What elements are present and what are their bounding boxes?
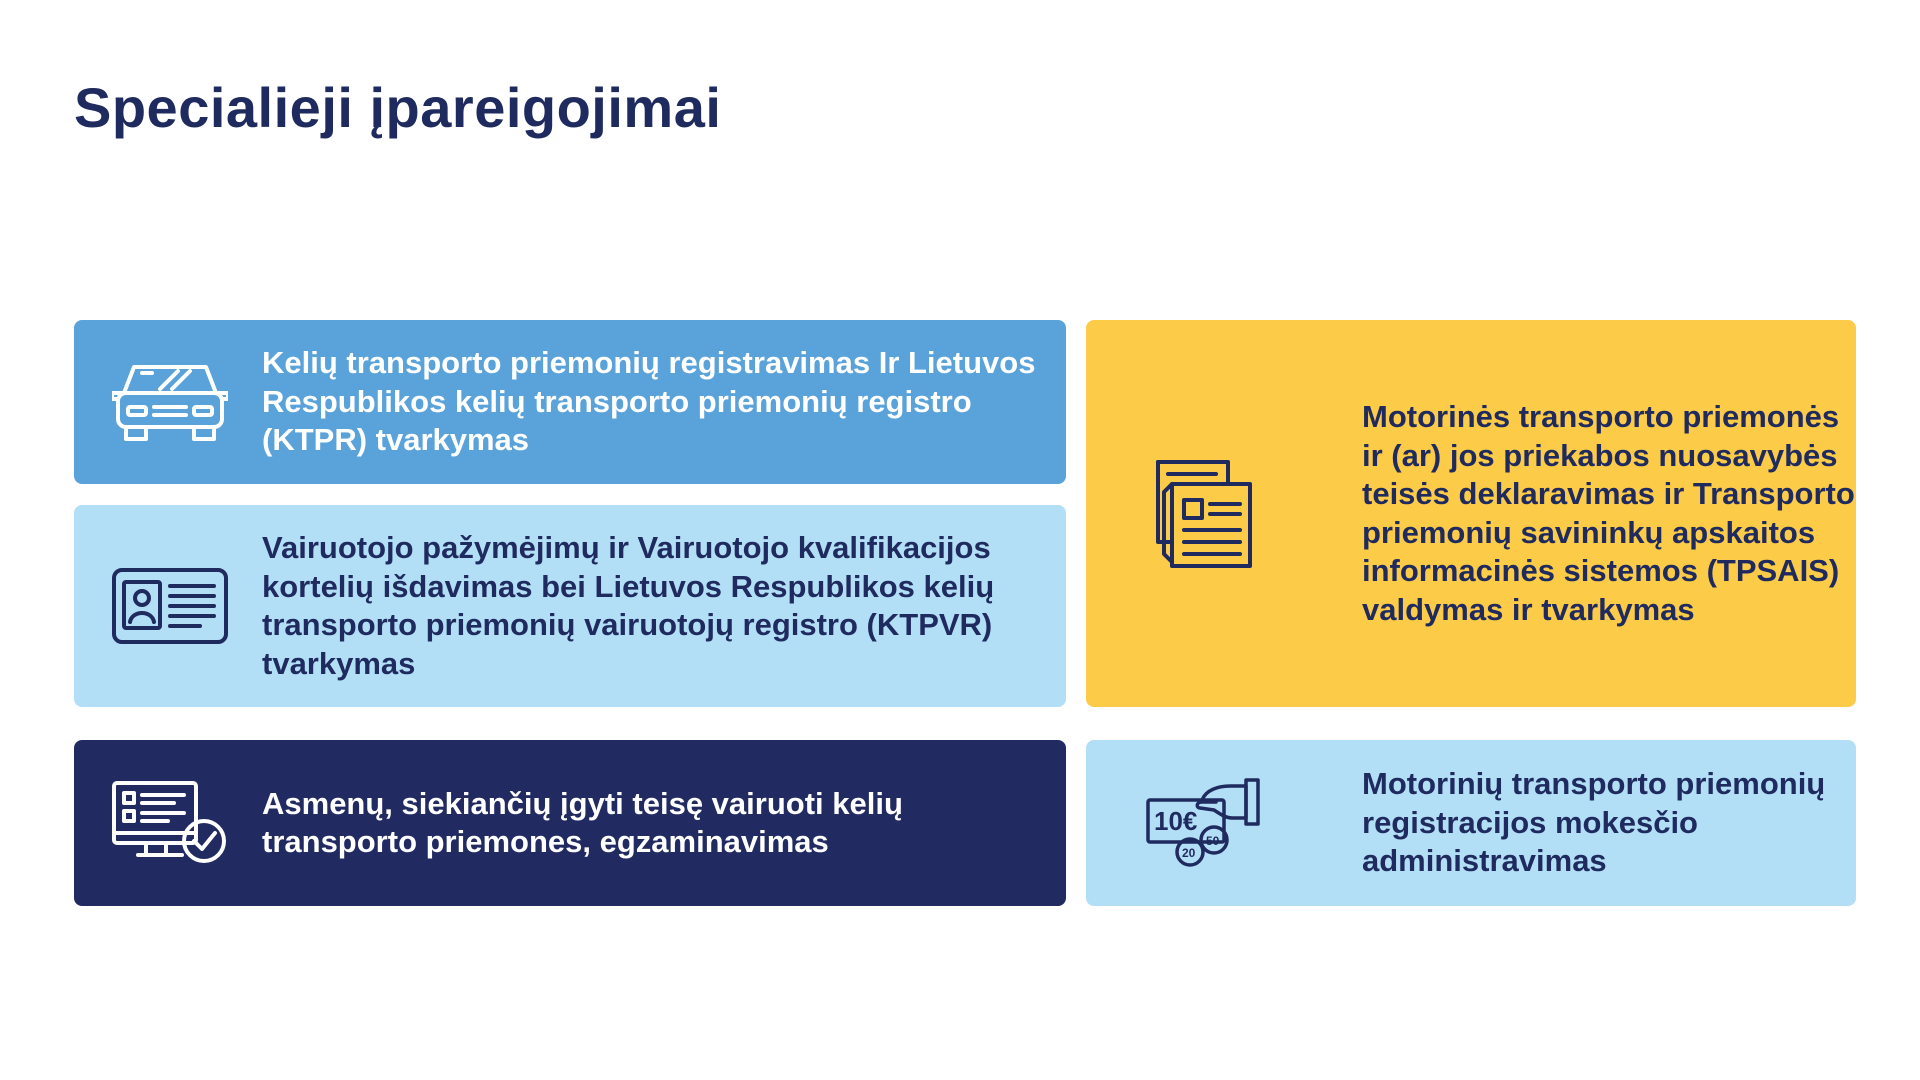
card-tax: [1086, 740, 1856, 906]
driver-license-icon: [112, 568, 228, 644]
page-title: Specialieji įpareigojimai: [74, 76, 722, 139]
coin-a-label: 20: [1182, 846, 1196, 860]
card-tpsais: [1086, 320, 1856, 707]
card-ktpvr: [74, 505, 1066, 707]
card-tpsais-text: Motorinės transporto priemonės ir (ar) jos priekabos nuosavybės teisės deklaravimas ir Transporto priemonių savininkų apskaitos informacinės sistemos (TPSAIS) valdymas ir tvarkymas: [1362, 399, 1855, 627]
card-exam-text: Asmenų, siekiančių įgyti teisę vairuoti kelių transporto priemones, egzaminavimas: [262, 785, 903, 859]
money-payment-icon: [1146, 778, 1262, 868]
exam-checklist-icon: [112, 781, 228, 865]
documents-icon: [1146, 458, 1262, 570]
banknote-label: 10€: [1154, 806, 1198, 836]
card-tax-text: Motorinių transporto priemonių registracijos mokesčio administravimas: [1362, 766, 1826, 879]
card-ktpr-text: Kelių transporto priemonių registravimas Ir Lietuvos Respublikos kelių transporto priemonių registro (KTPR) tvarkymas: [262, 345, 1036, 458]
card-exam: [74, 740, 1066, 906]
card-ktpvr-text: Vairuotojo pažymėjimų ir Vairuotojo kvalifikacijos kortelių išdavimas bei Lietuvos Respublikos kelių transporto priemonių vairuotojų registro (KTPVR) tvarkymas: [262, 530, 995, 681]
coin-b-label: 50: [1206, 834, 1220, 848]
car-icon: [112, 359, 228, 445]
card-ktpr: [74, 320, 1066, 484]
